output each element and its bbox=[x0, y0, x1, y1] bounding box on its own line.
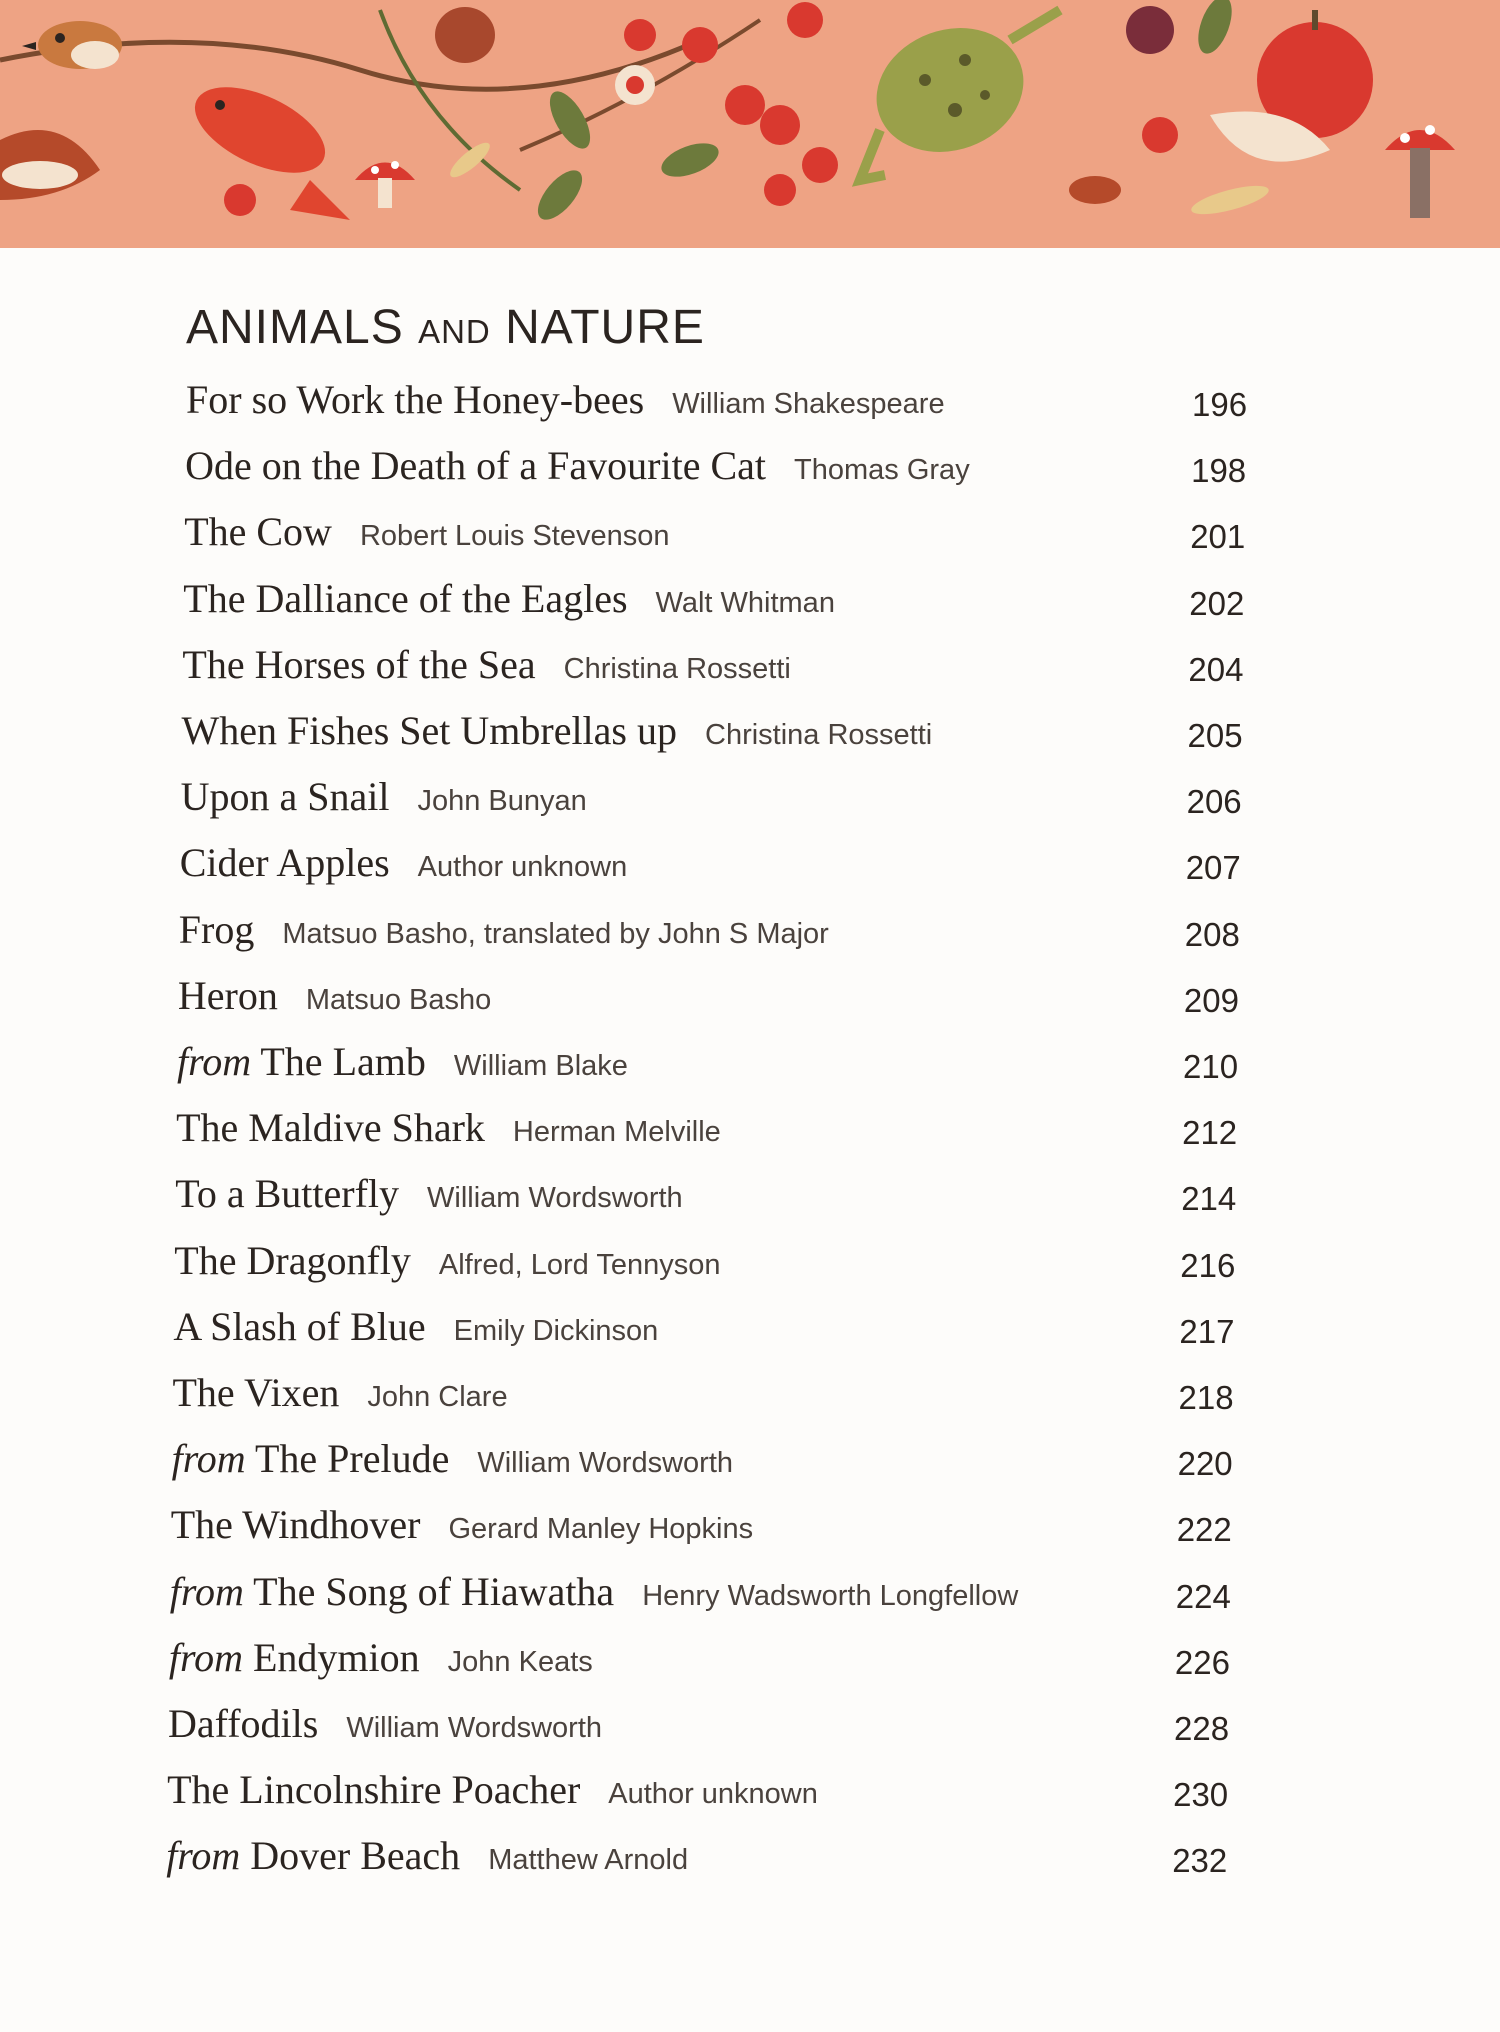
poem-author: Christina Rossetti bbox=[705, 719, 933, 751]
apple-icon bbox=[1210, 10, 1373, 162]
page-number: 196 bbox=[1192, 386, 1248, 423]
toc-entry[interactable] bbox=[182, 707, 933, 763]
page-number: 222 bbox=[1176, 1511, 1232, 1549]
title-prefix: from bbox=[168, 1634, 243, 1680]
toc-entry[interactable] bbox=[167, 1766, 818, 1822]
nature-illustration bbox=[0, 0, 1500, 248]
poem-author: Henry Wadsworth Longfellow bbox=[642, 1579, 1019, 1612]
toc-entry[interactable] bbox=[177, 1038, 628, 1094]
poem-title bbox=[174, 1237, 411, 1284]
title-text: The Maldive Shark bbox=[176, 1105, 485, 1151]
poem-title bbox=[168, 1700, 318, 1747]
toc-entry[interactable] bbox=[175, 1170, 682, 1226]
poem-author: Herman Melville bbox=[512, 1116, 721, 1149]
toc-entry[interactable] bbox=[172, 1435, 733, 1491]
mushroom-icon bbox=[355, 161, 415, 208]
title-text: The Prelude bbox=[254, 1436, 450, 1482]
page-number: 226 bbox=[1174, 1643, 1230, 1681]
mushroom-icon bbox=[1385, 125, 1455, 218]
poem-author: Matsuo Basho, translated by John S Major bbox=[282, 917, 829, 950]
title-text: The Dalliance of the Eagles bbox=[183, 575, 628, 621]
page-number: 202 bbox=[1189, 584, 1245, 622]
page-number: 207 bbox=[1185, 849, 1241, 887]
poem-title bbox=[182, 641, 535, 688]
poem-title bbox=[175, 1170, 399, 1217]
toc-entry[interactable] bbox=[166, 1832, 688, 1888]
title-text: For so Work the Honey-bees bbox=[186, 377, 645, 422]
title-text: The Cow bbox=[184, 509, 332, 555]
poem-author: William Wordsworth bbox=[477, 1447, 734, 1480]
title-text: The Horses of the Sea bbox=[182, 641, 536, 687]
poem-author: Christina Rossetti bbox=[563, 652, 791, 685]
poem-title bbox=[173, 1303, 425, 1350]
title-text: The Lamb bbox=[260, 1039, 426, 1084]
berry-icon bbox=[624, 2, 838, 206]
title-text: The Vixen bbox=[172, 1370, 340, 1415]
toc-entry[interactable] bbox=[185, 442, 970, 498]
poem-author: Emily Dickinson bbox=[453, 1314, 659, 1347]
title-text: The Lincolnshire Poacher bbox=[167, 1767, 581, 1813]
title-text: Ode on the Death of a Favourite Cat bbox=[185, 443, 767, 489]
page-number: 220 bbox=[1177, 1445, 1233, 1483]
toc-entry[interactable] bbox=[186, 376, 945, 432]
poem-title bbox=[183, 575, 627, 622]
title-text: The Windhover bbox=[170, 1502, 421, 1548]
heading-word-and: AND bbox=[418, 313, 491, 350]
poem-title bbox=[179, 906, 255, 953]
page-number: 224 bbox=[1175, 1577, 1231, 1615]
poem-title bbox=[170, 1568, 614, 1615]
poem-author: William Blake bbox=[453, 1050, 628, 1082]
poem-title bbox=[186, 376, 644, 423]
poem-title bbox=[166, 1832, 460, 1879]
toc-entry[interactable] bbox=[183, 575, 835, 631]
toc-entry[interactable] bbox=[169, 1634, 593, 1690]
title-text: Dover Beach bbox=[250, 1833, 461, 1879]
page-number: 232 bbox=[1172, 1842, 1228, 1880]
page-number: 212 bbox=[1182, 1114, 1238, 1152]
poem-author: John Keats bbox=[447, 1645, 593, 1678]
toc-entry[interactable] bbox=[173, 1369, 508, 1425]
page-number: 216 bbox=[1180, 1246, 1236, 1284]
page-number: 214 bbox=[1181, 1180, 1237, 1218]
poem-author: William Wordsworth bbox=[346, 1712, 603, 1744]
page-number: 198 bbox=[1191, 452, 1247, 490]
title-text: The Dragonfly bbox=[174, 1237, 411, 1283]
title-text: Cider Apples bbox=[179, 840, 390, 886]
title-text: Endymion bbox=[252, 1634, 420, 1680]
toc-entry[interactable] bbox=[179, 906, 829, 962]
poem-title bbox=[173, 1369, 340, 1416]
poem-title bbox=[171, 1501, 421, 1548]
poem-author: Matsuo Basho bbox=[305, 983, 492, 1016]
toc-entry[interactable] bbox=[168, 1700, 602, 1756]
page-number: 209 bbox=[1183, 981, 1239, 1019]
fish-icon bbox=[182, 70, 350, 220]
section-heading bbox=[186, 300, 705, 355]
poem-author: John Bunyan bbox=[417, 785, 587, 818]
poem-title bbox=[176, 1104, 485, 1151]
title-text: Heron bbox=[177, 972, 278, 1018]
poem-title bbox=[181, 773, 390, 820]
title-prefix: from bbox=[177, 1039, 252, 1084]
poem-author: Author unknown bbox=[608, 1778, 818, 1811]
page-number: 230 bbox=[1173, 1776, 1229, 1814]
page-number: 201 bbox=[1190, 518, 1246, 556]
poem-author: William Wordsworth bbox=[427, 1182, 683, 1215]
frog-icon bbox=[859, 8, 1060, 180]
poem-author: Gerard Manley Hopkins bbox=[448, 1513, 754, 1546]
title-prefix: from bbox=[171, 1436, 246, 1482]
title-text: Upon a Snail bbox=[180, 774, 390, 820]
poem-title bbox=[172, 1435, 450, 1482]
decorative-banner bbox=[0, 0, 1500, 248]
poem-title bbox=[167, 1766, 580, 1813]
poem-title bbox=[182, 707, 678, 754]
toc-entry[interactable] bbox=[184, 508, 669, 564]
page-number: 206 bbox=[1186, 783, 1242, 821]
page-number: 204 bbox=[1188, 650, 1244, 688]
page-number: 210 bbox=[1183, 1048, 1239, 1085]
toc-entry[interactable] bbox=[181, 773, 587, 829]
title-text: The Song of Hiawatha bbox=[253, 1568, 615, 1614]
toc-entry[interactable] bbox=[180, 839, 628, 895]
page-number: 208 bbox=[1184, 915, 1240, 953]
page-number: 205 bbox=[1187, 717, 1243, 754]
poem-author: Author unknown bbox=[417, 851, 628, 884]
title-text: Daffodils bbox=[168, 1701, 319, 1746]
heading-word-animals: ANIMALS bbox=[186, 301, 404, 354]
poem-title bbox=[180, 839, 390, 886]
page-number: 228 bbox=[1174, 1710, 1230, 1747]
toc-entry[interactable] bbox=[173, 1303, 658, 1359]
flower-icon bbox=[224, 65, 1178, 216]
page-number: 218 bbox=[1178, 1379, 1234, 1416]
toc-entry[interactable] bbox=[182, 641, 790, 697]
poem-title bbox=[177, 1038, 426, 1085]
title-text: A Slash of Blue bbox=[173, 1303, 426, 1349]
toc-entry[interactable] bbox=[171, 1501, 753, 1557]
bird-icon bbox=[22, 21, 122, 69]
poem-author: Walt Whitman bbox=[655, 586, 835, 619]
toc-entry[interactable] bbox=[176, 1104, 721, 1160]
poem-author: John Clare bbox=[367, 1381, 508, 1413]
poem-title bbox=[169, 1634, 420, 1681]
poem-author: Robert Louis Stevenson bbox=[359, 520, 670, 553]
heading-word-nature: NATURE bbox=[505, 301, 705, 354]
title-text: Frog bbox=[178, 906, 255, 952]
title-text: To a Butterfly bbox=[175, 1171, 399, 1217]
poem-author: Matthew Arnold bbox=[488, 1844, 689, 1877]
toc-entry[interactable] bbox=[174, 1237, 720, 1293]
poem-title bbox=[184, 508, 332, 555]
bird-icon bbox=[0, 130, 100, 200]
poem-author: William Shakespeare bbox=[672, 388, 945, 420]
poem-title bbox=[178, 972, 278, 1019]
poem-author: Alfred, Lord Tennyson bbox=[438, 1248, 721, 1281]
poem-title bbox=[185, 442, 766, 489]
poem-author: Thomas Gray bbox=[794, 454, 970, 487]
toc-entry[interactable] bbox=[170, 1568, 1018, 1624]
title-prefix: from bbox=[169, 1568, 244, 1614]
page-number: 217 bbox=[1179, 1312, 1235, 1350]
title-prefix: from bbox=[166, 1833, 241, 1879]
title-text: When Fishes Set Umbrellas up bbox=[181, 708, 677, 753]
toc-entry[interactable] bbox=[178, 972, 491, 1028]
